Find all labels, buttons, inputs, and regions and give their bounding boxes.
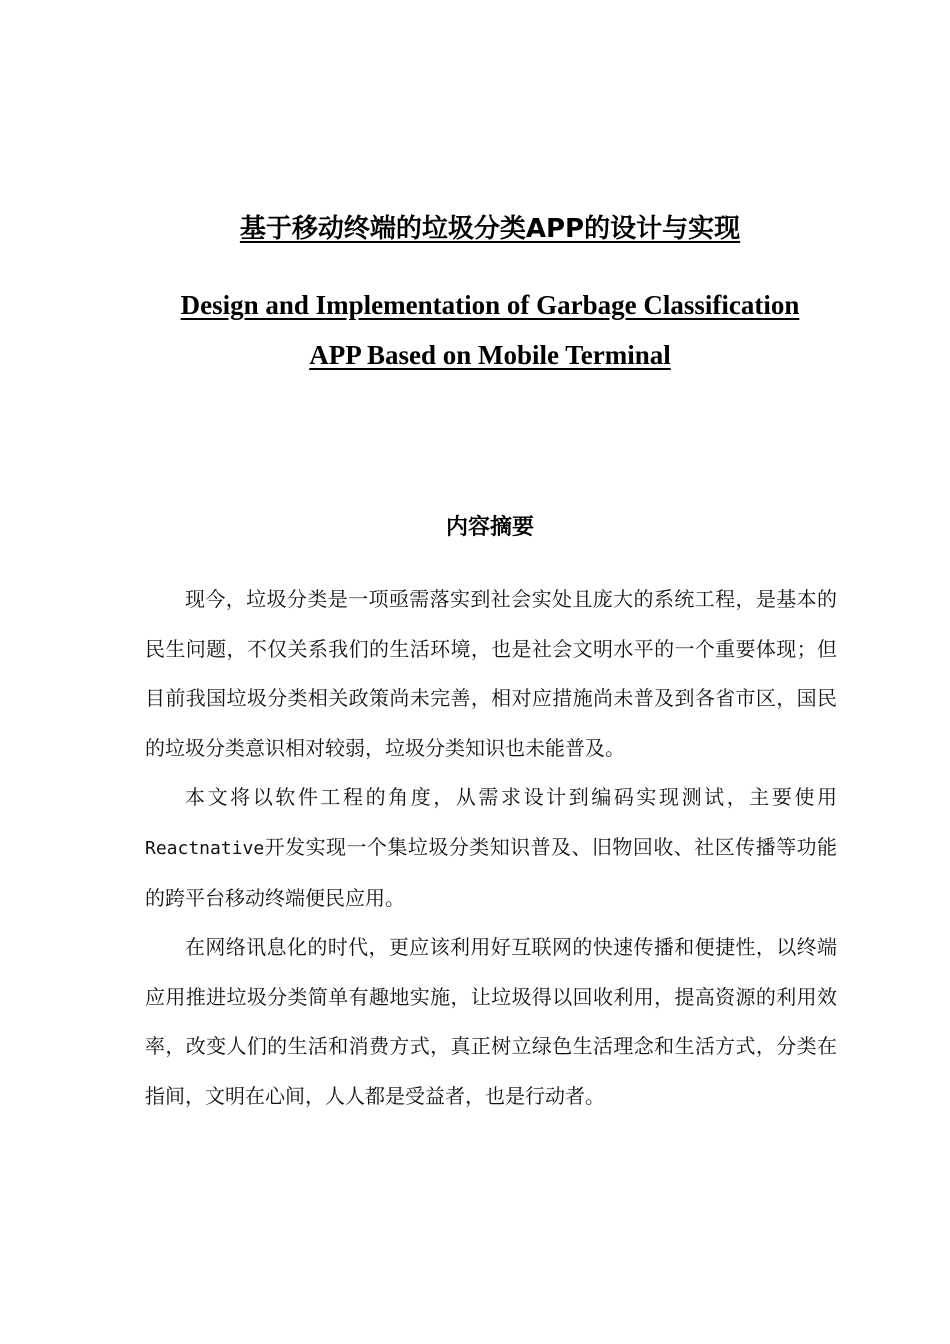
title-chinese: 基于移动终端的垃圾分类APP的设计与实现 bbox=[239, 214, 741, 244]
abstract-paragraph-2 bbox=[145, 773, 837, 923]
abstract-body bbox=[145, 575, 837, 1122]
abstract-paragraph-1: 现今，垃圾分类是一项亟需落实到社会实处且庞大的系统工程，是基本的民生问题，不仅关系我们的生活环境，也是社会文明水平的一个重要体现；但目前我国垃圾分类相关政策尚未完善，相对应措施尚未普及到各省市区，国民的垃圾分类意识相对较弱，垃圾分类知识也未能普及。 bbox=[145, 587, 837, 760]
paragraph-2-latin-term: Reactnative bbox=[145, 837, 265, 859]
title-english-line-1: Design and Implementation of Garbage Classification bbox=[180, 290, 800, 320]
title-english bbox=[140, 280, 840, 380]
abstract-heading: 内容摘要 bbox=[445, 515, 534, 540]
paragraph-2-text-after: 开发实现一个集垃圾分类知识普及、旧物回收、社区传播等功能的跨平台移动终端便民应用。 bbox=[145, 834, 837, 910]
paragraph-2-text-before: 本文将以软件工程的角度，从需求设计到编码实现测试，主要使用 bbox=[185, 785, 837, 810]
abstract-paragraph-3: 在网络讯息化的时代，更应该利用好互联网的快速传播和便捷性，以终端应用推进垃圾分类简单有趣地实施，让垃圾得以回收利用，提高资源的利用效率，改变人们的生活和消费方式，真正树立绿色生活理念和生活方式，分类在指间，文明在心间，人人都是受益者，也是行动者。 bbox=[145, 935, 837, 1108]
title-english-line-2: APP Based on Mobile Terminal bbox=[309, 340, 671, 370]
